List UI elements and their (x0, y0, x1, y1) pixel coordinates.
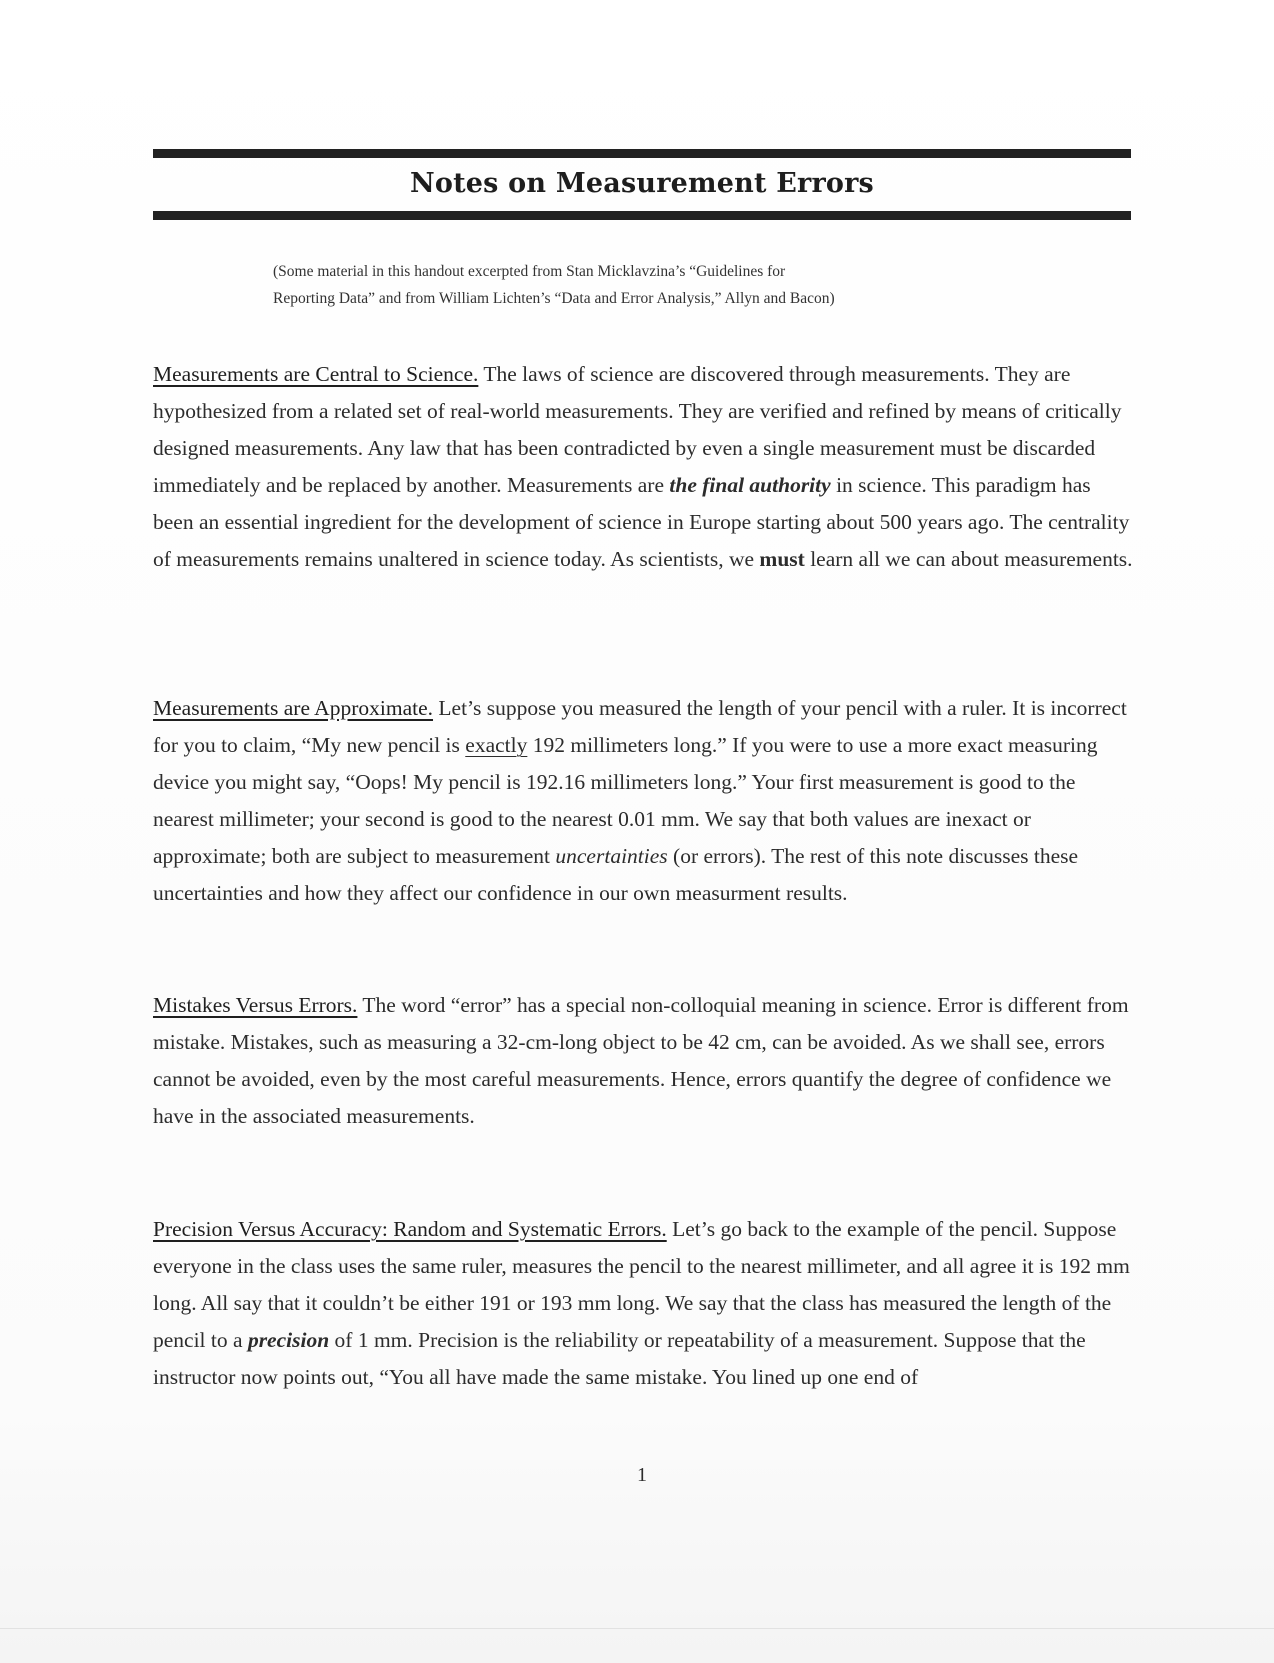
attribution-line-2: Reporting Data” and from William Lichten’s “Data and Error Analysis,” Allyn and Bacon) (273, 290, 835, 307)
title-rule-top (153, 149, 1131, 158)
paragraph-text: in science. This paradigm has been an essential ingredient for the development of science in Europe starting about 500 years ago. The centrality of measurements remains unaltered in science today. As scientists, we (153, 473, 1130, 571)
title-rule-bottom (153, 211, 1131, 220)
paragraph-text: 192 millimeters long.” If you were to use a more exact measuring device you might say, “Oops! My pencil is 192.16 millimeters long.” Your first measurement is good to the nearest millimeter; your second is good to the nearest 0.01 mm. We say that both values are inexact or approximate; both are subject to measurement (153, 733, 1098, 868)
paragraph-text: The word “error” has a special non-colloquial meaning in science. Error is different from mistake. Mistakes, such as measuring a 32-cm-long object to be 42 cm, can be avoided. As we shall see, errors cannot be avoided, even by the most careful measurements. Hence, errors quantify the degree of confidence we have in the associated measurements. (153, 993, 1129, 1128)
page-title: Notes on Measurement Errors (410, 168, 874, 199)
section-heading-mistakes-vs-errors: Mistakes Versus Errors. (153, 993, 358, 1017)
paragraph-approximate (153, 690, 1133, 912)
page-number: 1 (637, 1464, 647, 1486)
section-heading-central-to-science: Measurements are Central to Science. (153, 362, 479, 386)
paragraph-text: learn all we can about measurements. (804, 547, 1133, 571)
paragraph-mistakes-vs-errors (153, 987, 1133, 1135)
section-heading-precision-vs-accuracy: Precision Versus Accuracy: Random and Systematic Errors. (153, 1217, 667, 1241)
paragraph-central-to-science (153, 356, 1133, 578)
emphasis-exactly: exactly (465, 733, 528, 757)
emphasis-uncertainties: uncertainties (555, 844, 668, 868)
paragraph-text: Let’s go back to the example of the pencil. Suppose everyone in the class uses the same ruler, measures the pencil to the nearest millimeter, and all agree it is 192 mm long. All say that it couldn’t be either 191 or 193 mm long. We say that the class has measured the length of the pencil to a (153, 1217, 1130, 1352)
paragraph-text: The laws of science are discovered through measurements. They are hypothesized from a related set of real-world measurements. They are verified and refined by means of critically designed measurements. Any law that has been contradicted by even a single measurement must be discarded immediately and be replaced by another. Measurements are (153, 362, 1122, 497)
paragraph-text: (or errors). The rest of this note discusses these uncertainties and how they affect our confidence in our own measurment results. (153, 844, 1079, 905)
section-heading-approximate: Measurements are Approximate. (153, 696, 434, 720)
paragraph-text: Let’s suppose you measured the length of your pencil with a ruler. It is incorrect for you to claim, “My new pencil is (153, 696, 1127, 757)
emphasis-final-authority: the final authority (669, 473, 831, 497)
attribution-line-1: (Some material in this handout excerpted from Stan Micklavzina’s “Guidelines for (273, 263, 786, 280)
paragraph-precision-vs-accuracy (153, 1211, 1133, 1396)
emphasis-precision: precision (247, 1328, 330, 1352)
paragraph-text: of 1 mm. Precision is the reliability or repeatability of a measurement. Suppose that the instructor now points out, “You all have made the same mistake. You lined up one end of (153, 1328, 1086, 1389)
attribution-note (273, 258, 1033, 312)
emphasis-must: must (759, 547, 805, 571)
page-bottom-edge (0, 1628, 1274, 1629)
